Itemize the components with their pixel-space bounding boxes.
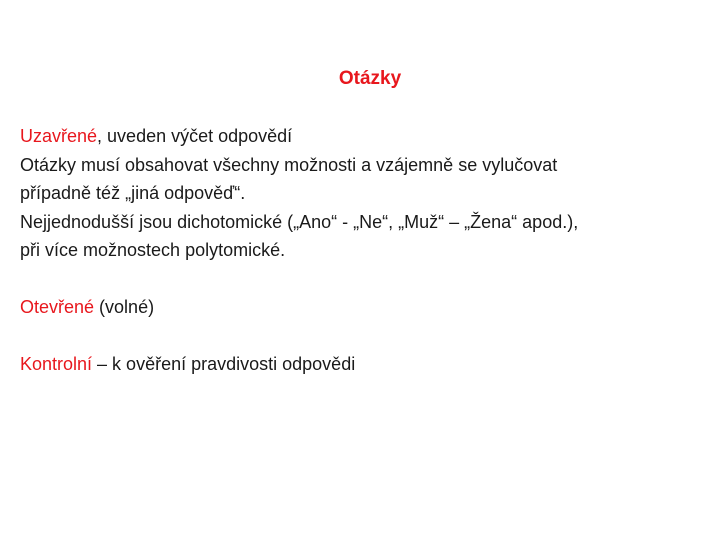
slide-title: Otázky <box>338 68 402 89</box>
closed-line-1: Otázky musí obsahovat všechny možnosti a vzájemně se vylučovat <box>20 154 558 175</box>
control-questions-heading <box>20 350 718 379</box>
closed-term: Uzavřené <box>20 126 98 146</box>
spacer <box>20 322 718 351</box>
spacer <box>20 265 718 294</box>
open-questions-heading <box>20 293 718 322</box>
slide-body <box>20 122 718 379</box>
open-term: Otevřené <box>20 297 95 317</box>
closed-description: , uveden výčet odpovědí <box>97 126 293 146</box>
closed-questions-heading <box>20 122 718 151</box>
closed-line-2: případně též „jiná odpověď“. <box>20 183 246 203</box>
control-description: – k ověření pravdivosti odpovědi <box>92 354 356 374</box>
open-description: (volné) <box>94 297 155 317</box>
closed-line-4: při více možnostech polytomické. <box>20 240 286 260</box>
control-term: Kontrolní <box>20 354 93 374</box>
closed-line-3: Nejjednodušší jsou dichotomické („Ano“ - „Ne“, „Muž“ – „Žena“ apod.), <box>20 211 579 232</box>
